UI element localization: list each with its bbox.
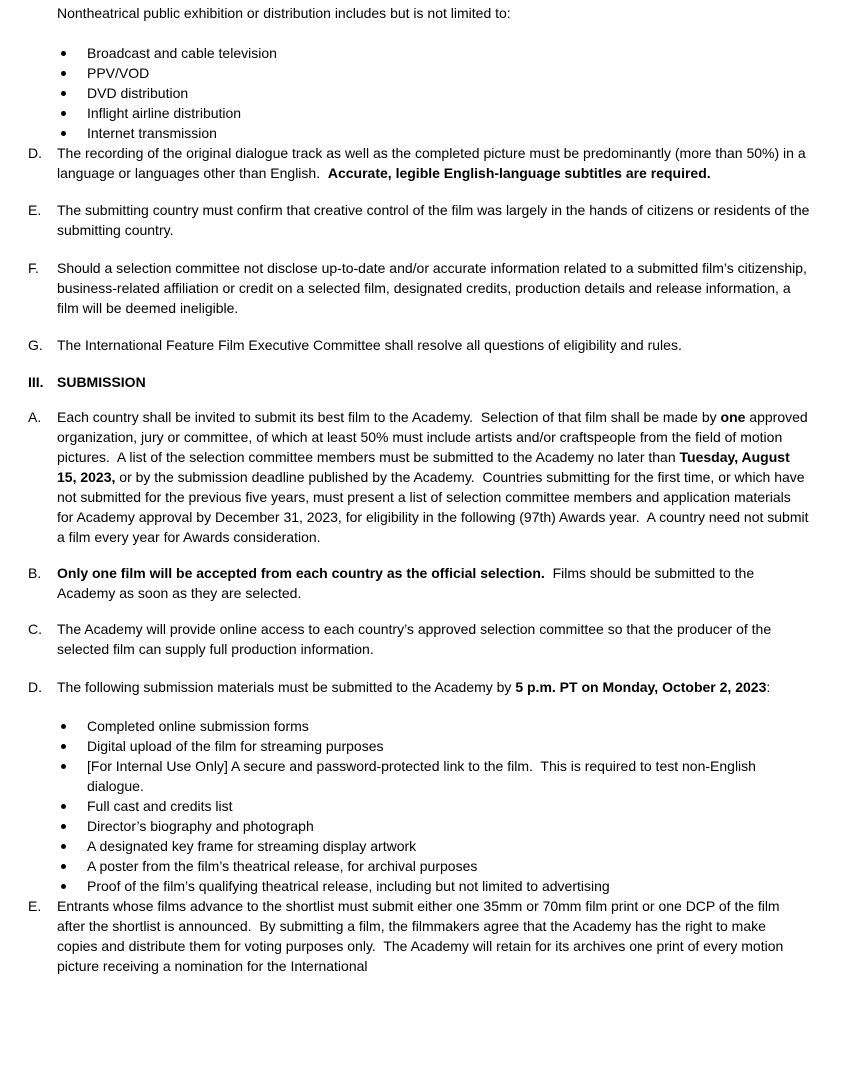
bullet-icon	[61, 736, 87, 756]
item-label: C.	[28, 621, 42, 637]
bullet-icon	[61, 63, 87, 83]
bullet-icon	[61, 856, 87, 876]
text-segment: Each country shall be invited to submit its best film to the Academy. Selection of that film shall be made by	[57, 409, 721, 425]
bullet-text: PPV/VOD	[87, 65, 150, 81]
text-segment-bold: Accurate, legible English-language subtitles are required.	[327, 165, 711, 181]
text-segment: Should a selection committee not disclose up-to-date and/or accurate information related to a submitted film’s citizenship, business-related affiliation or credit on a selected film, designated credits, production details and release information, a film will be deemed ineligible.	[57, 260, 811, 316]
bullet-text: Broadcast and cable television	[87, 45, 277, 61]
item-label: E.	[28, 202, 42, 218]
section-title: SUBMISSION	[57, 374, 146, 390]
list-item	[61, 856, 843, 876]
item-label: E.	[28, 898, 42, 914]
item-label: B.	[28, 565, 42, 581]
list-item	[61, 836, 843, 856]
bullet-icon	[61, 836, 87, 856]
list-item	[61, 63, 843, 83]
bullet-icon	[61, 123, 87, 143]
list-item	[61, 716, 843, 736]
list-item	[61, 103, 843, 123]
bullet-icon	[61, 816, 87, 836]
rule-item-g-committee	[28, 335, 843, 355]
list-item	[61, 876, 843, 896]
item-text	[57, 258, 810, 318]
intro-paragraph: Nontheatrical public exhibition or distribution includes but is not limited to:	[57, 5, 511, 21]
rule-item-e-shortlist-prints	[28, 896, 843, 976]
bullet-text: Full cast and credits list	[87, 798, 233, 814]
bullet-text: Inflight airline distribution	[87, 105, 242, 121]
item-text	[57, 200, 814, 240]
rule-item-f-disclosure	[28, 258, 843, 318]
rule-item-e-creative-control	[28, 200, 843, 240]
submission-materials-bullet-list	[28, 716, 843, 896]
bullet-icon	[61, 876, 87, 896]
bullet-icon	[61, 796, 87, 816]
bullet-text: DVD distribution	[87, 85, 189, 101]
rule-item-d-materials-deadline	[28, 677, 843, 697]
bullet-icon	[61, 43, 87, 63]
bullet-text: Director’s biography and photograph	[87, 818, 314, 834]
item-text	[57, 896, 810, 976]
item-text	[57, 407, 813, 547]
bullet-text: A designated key frame for streaming display artwork	[87, 838, 417, 854]
text-segment: :	[766, 679, 771, 695]
bullet-icon	[61, 756, 87, 776]
section-number: III.	[28, 374, 44, 390]
rule-item-b-one-film	[28, 563, 843, 603]
item-text	[57, 335, 810, 355]
item-label: D.	[28, 679, 42, 695]
item-text	[57, 563, 810, 603]
nontheatrical-bullet-list	[28, 43, 843, 143]
bullet-text: A poster from the film’s theatrical release, for archival purposes	[87, 858, 478, 874]
list-item	[61, 123, 843, 143]
item-label: A.	[28, 409, 42, 425]
list-item	[61, 796, 843, 816]
text-segment: The following submission materials must be submitted to the Academy by	[57, 679, 516, 695]
item-text	[57, 143, 810, 183]
text-segment: The recording of the original dialogue track as well as the completed picture must be predominantly (more than 50%) in a language or languages other than English.	[57, 145, 810, 181]
rule-item-a-country-selection	[28, 407, 843, 547]
bullet-text: Proof of the film’s qualifying theatrical release, including but not limited to advertising	[87, 878, 610, 894]
item-label: D.	[28, 145, 42, 161]
item-label: G.	[28, 337, 43, 353]
text-segment: Entrants whose films advance to the shortlist must submit either one 35mm or 70mm film print or one DCP of the film after the shortlist is announced. By submitting a film, the filmmakers agree that the Academy has the right to make copies and distribute them for voting purposes only. The Academy will retain for its archives one print of every motion picture receiving a nomination for the International	[57, 898, 788, 974]
text-segment: approved organization, jury or committee, of which at least 50% must include artists and/or craftspeople from the field of motion pictures. A list of the selection committee members must be submitted to the Academy no later than	[57, 409, 812, 465]
rule-item-d-dialogue	[28, 143, 843, 183]
text-segment-bold: Tuesday, August 15, 2023,	[57, 449, 794, 485]
list-item	[61, 83, 843, 103]
text-segment-bold: 5 p.m. PT on Monday, October 2, 2023	[515, 679, 767, 695]
bullet-icon	[61, 83, 87, 103]
item-text	[57, 677, 810, 697]
bullet-text: Internet transmission	[87, 125, 217, 141]
item-label: F.	[28, 260, 39, 276]
rule-item-c-online-access	[28, 619, 843, 659]
text-segment: The International Feature Film Executive Committee shall resolve all questions of eligibility and rules.	[57, 337, 682, 353]
bullet-text: Completed online submission forms	[87, 718, 309, 734]
bullet-text: Digital upload of the film for streaming purposes	[87, 738, 384, 754]
list-item	[61, 756, 843, 796]
list-item	[61, 816, 843, 836]
text-segment: The submitting country must confirm that creative control of the film was largely in the hands of citizens or residents of the submitting country.	[57, 202, 814, 238]
bullet-icon	[61, 103, 87, 123]
list-item	[61, 736, 843, 756]
bullet-icon	[61, 716, 87, 736]
list-item	[61, 43, 843, 63]
text-segment: Films should be submitted to the Academy as soon as they are selected.	[57, 565, 758, 601]
text-segment-bold: Only one film will be accepted from each country as the official selection.	[57, 565, 545, 581]
text-segment: The Academy will provide online access to each country’s approved selection committee so that the producer of the selected film can supply full production information.	[57, 621, 776, 657]
bullet-text: [For Internal Use Only] A secure and password-protected link to the film. This is required to test non-English dialogue.	[87, 758, 760, 794]
text-segment-bold: one	[720, 409, 746, 425]
text-segment: or by the submission deadline published by the Academy. Countries submitting for the first time, or which have not submitted for the previous five years, must present a list of selection committee members and application materials for Academy approval by December 31, 2023, for eligibility in the following (97th) Awards year. A country need not submit a film every year for Awards consideration.	[57, 469, 813, 545]
section-heading-submission	[28, 372, 843, 392]
item-text	[57, 619, 810, 659]
